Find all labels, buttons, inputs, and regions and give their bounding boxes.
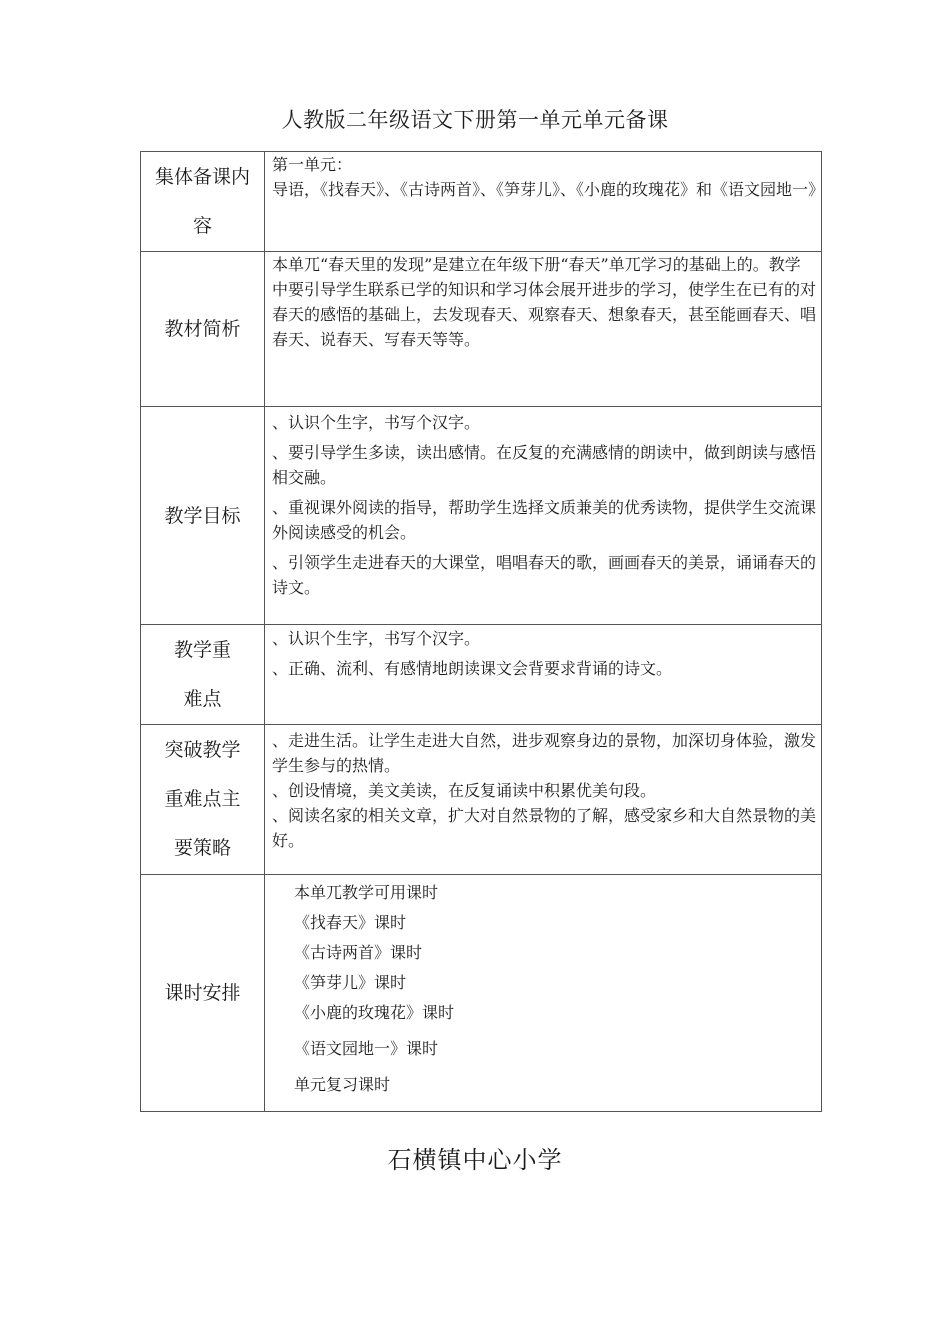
row-label-line: 要策略 [173, 837, 231, 859]
row-label-line: 教学重 [173, 638, 231, 661]
table-row [141, 407, 822, 625]
unit-plan-table [140, 151, 825, 1112]
row-label-line: 难点 [183, 687, 222, 710]
list-item: 《笋芽儿》课时 [294, 973, 407, 992]
list-item: 、引领学生走进春天的大课堂，唱唱春天的歌，画画春天的美景，诵诵春天的诗文。 [272, 553, 817, 597]
table-row [141, 625, 822, 725]
list-item: 、阅读名家的相关文章，扩大对自然景物的了解，感受家乡和大自然景物的美好。 [272, 806, 817, 850]
row-content-strategies [265, 725, 822, 875]
row-label-line: 重难点主 [164, 788, 241, 810]
list-item: 、正确、流利、有感情地朗读课文会背要求背诵的诗文。 [272, 659, 673, 678]
row-content-textbook-analysis [265, 252, 822, 407]
list-item: 、重视课外阅读的指导，帮助学生选择文质兼美的优秀读物，提供学生交流课外阅读感受的机会。 [272, 498, 817, 542]
table-row [141, 725, 822, 875]
row-label-key-difficulties [141, 625, 265, 725]
list-item: 、认识个生字，书写个汉字。 [272, 629, 481, 648]
row-content-teaching-goals [265, 407, 822, 625]
list-item: 、走进生活。让学生走进大自然，进步观察身边的景物，加深切身体验，激发学生参与的热情。 [272, 731, 817, 775]
list-item: 单元复习课时 [294, 1075, 391, 1094]
table-row [141, 152, 822, 252]
list-item: 《古诗两首》课时 [294, 943, 423, 962]
row-label-line: 集体备课内 [154, 165, 250, 188]
list-item: 、认识个生字，书写个汉字。 [272, 413, 481, 432]
content-paragraph: 本单兀“春天里的发现”是建立在年级下册“春天”单兀学习的基础上的。教学中要引导学生联系已学的知识和学习体会展开进步的学习，使学生在已有的对春天的感悟的基础上，去发现春天、观察春天、想象春天，甚至能画春天、唱春天、说春天、写春天等等。 [272, 255, 817, 349]
list-item: 、创设情境，美文美读，在反复诵读中积累优美句段。 [272, 781, 657, 800]
document-title: 人教版二年级语文下册第一单元单元备课 [281, 108, 669, 132]
row-label-line: 突破教学 [164, 739, 241, 761]
table-row [141, 252, 822, 407]
list-item: 《小鹿的玫瑰花》课时 [294, 1003, 455, 1022]
table-row [141, 875, 822, 1112]
content-line: 第一单元： [272, 155, 353, 174]
row-content-collective-content [265, 152, 825, 252]
content-line: 导语，《找春天》、《古诗两首》、《笋芽儿》、《小鹿的玫瑰花》和《语文园地一》 [272, 180, 825, 199]
row-label-schedule: 课时安排 [141, 875, 265, 1112]
list-item: 本单兀教学可用课时 [294, 883, 439, 902]
list-item: 《找春天》课时 [294, 913, 407, 932]
list-item: 《语文园地一》课时 [294, 1039, 439, 1058]
row-label-collective-content [141, 152, 265, 252]
row-label-textbook-analysis: 教材简析 [141, 252, 265, 407]
row-content-key-difficulties [265, 625, 822, 725]
list-item: 、要引导学生多读，读出感情。在反复的充满感情的朗读中，做到朗读与感悟相交融。 [272, 443, 817, 487]
row-content-schedule [265, 875, 822, 1112]
school-name-footer: 石横镇中心小学 [387, 1146, 563, 1174]
row-label-teaching-goals: 教学目标 [141, 407, 265, 625]
row-label-line: 容 [192, 214, 212, 237]
row-label-strategies [141, 725, 265, 875]
